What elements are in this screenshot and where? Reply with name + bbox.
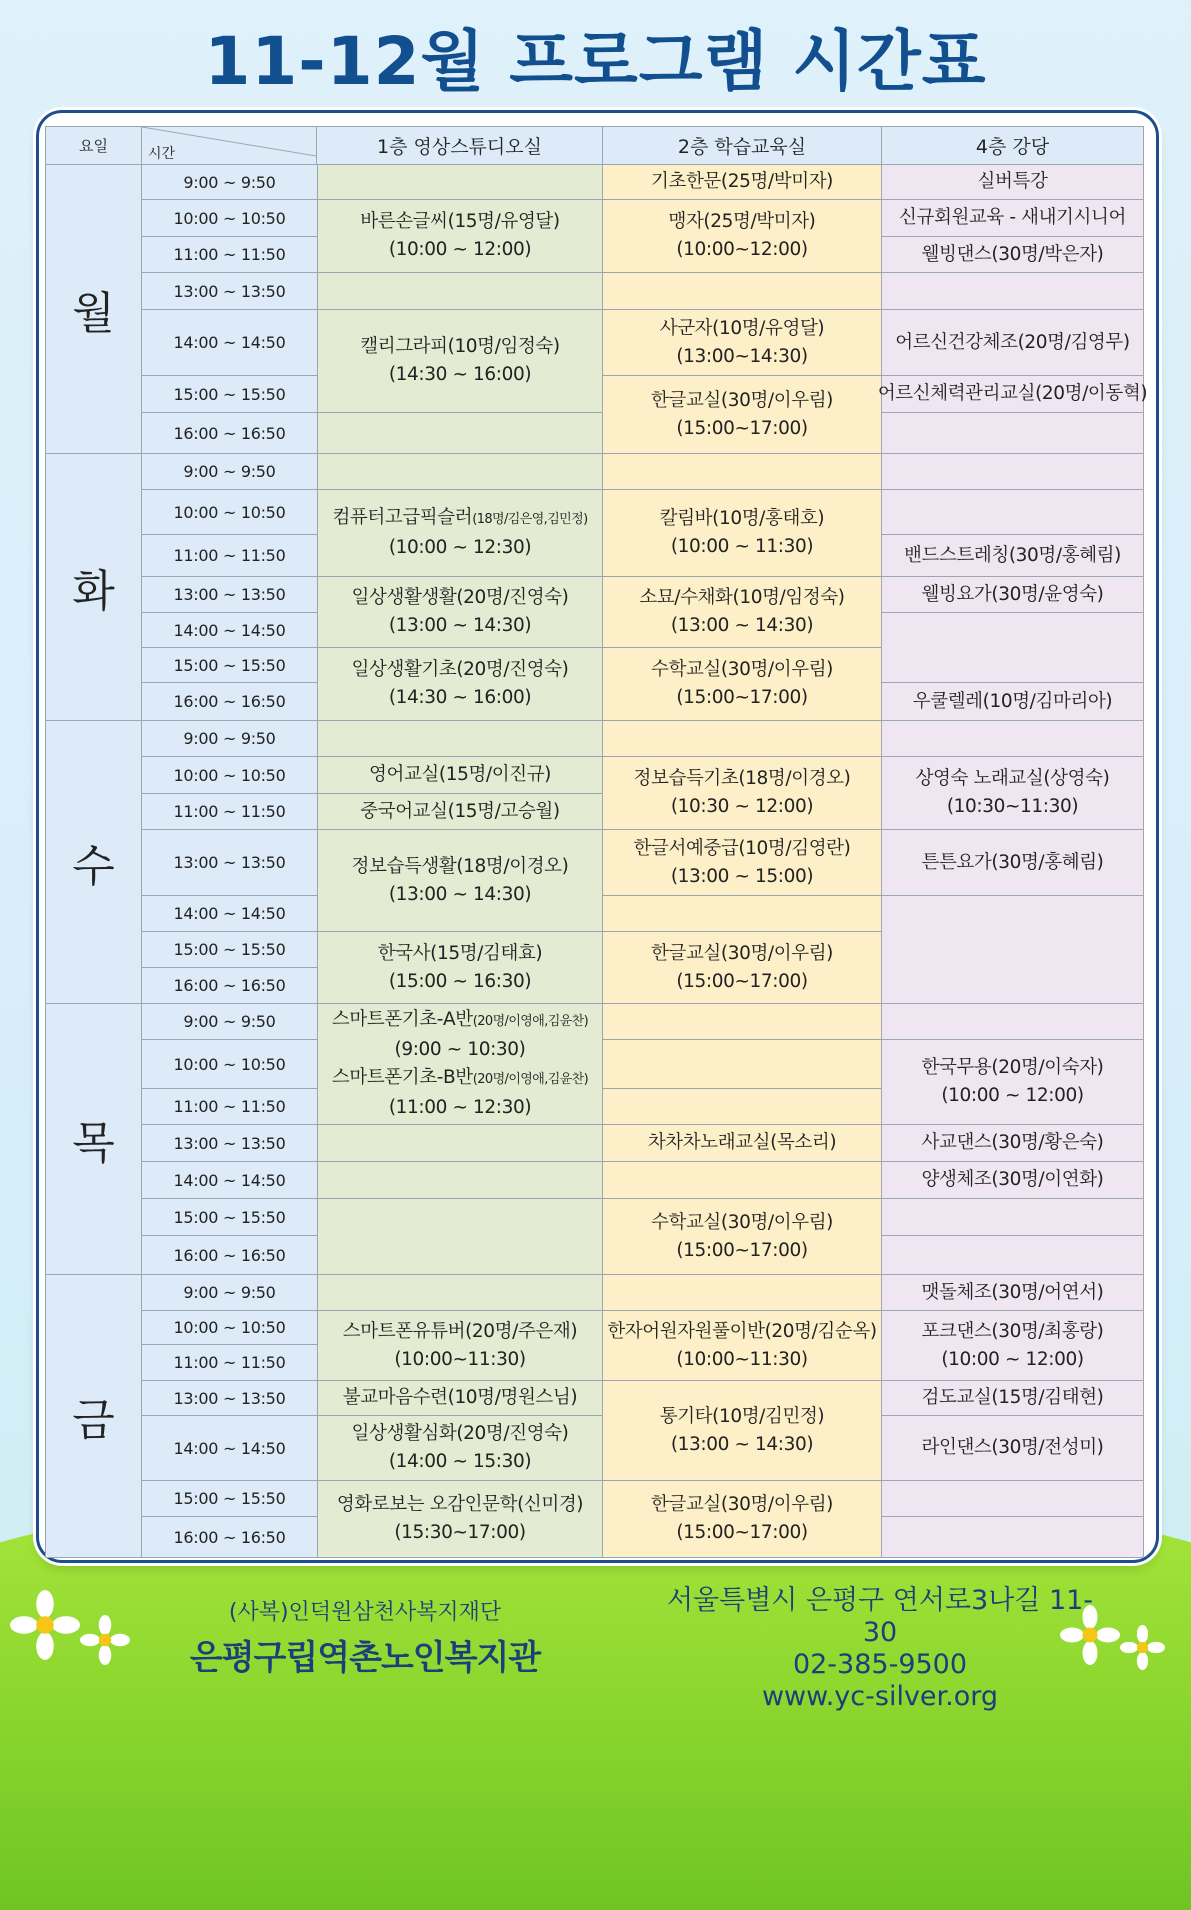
program-cell: 일상생활심화(20명/진영숙) (14:00 ~ 15:30): [317, 1415, 603, 1481]
header-day: 요일: [45, 126, 142, 165]
time-slot: 15:00 ~ 15:50: [141, 375, 318, 413]
empty-cell: [317, 453, 603, 490]
header-time-label: 시간: [148, 146, 176, 162]
program-cell: 스마트폰유튜버(20명/주은재) (10:00~11:30): [317, 1310, 603, 1381]
header-room-2f: 2층 학습교육실: [602, 126, 882, 165]
time-slot: 9:00 ~ 9:50: [141, 1003, 318, 1040]
program-cell: 일상생활기초(20명/진영숙) (14:30 ~ 16:00): [317, 647, 603, 721]
phone-number: 02-385-9500: [792, 1649, 968, 1680]
daisy-icon: [80, 1615, 130, 1665]
program-cell: 중국어교실(15명/고승월): [317, 793, 603, 830]
daisy-icon: [1120, 1625, 1165, 1670]
program-cell: 영어교실(15명/이진규): [317, 756, 603, 794]
empty-cell: [317, 1124, 603, 1162]
empty-cell: [881, 453, 1144, 490]
time-slot: 14:00 ~ 14:50: [141, 1415, 318, 1481]
time-slot: 9:00 ~ 9:50: [141, 1274, 318, 1311]
program-cell: 한국무용(20명/이숙자) (10:00 ~ 12:00): [881, 1039, 1144, 1125]
day-label-thu: 목: [45, 1003, 142, 1275]
empty-cell: [881, 1516, 1144, 1558]
time-slot: 11:00 ~ 11:50: [141, 236, 318, 273]
foundation-name: (사복)인덕원삼천사복지재단: [228, 1600, 502, 1625]
program-cell: 한자어원자원풀이반(20명/김순옥) (10:00~11:30): [602, 1310, 882, 1381]
time-slot: 14:00 ~ 14:50: [141, 612, 318, 648]
program-cell: 포크댄스(30명/최홍랑) (10:00 ~ 12:00): [881, 1310, 1144, 1381]
program-cell: 정보습득생활(18명/이경오) (13:00 ~ 14:30): [317, 829, 603, 932]
day-label-wed: 수: [45, 720, 142, 1004]
time-slot: 9:00 ~ 9:50: [141, 720, 318, 757]
time-slot: 15:00 ~ 15:50: [141, 1198, 318, 1236]
contact-block: [650, 1585, 1110, 1713]
program-cell: 정보습득기초(18명/이경오) (10:30 ~ 12:00): [602, 756, 882, 830]
empty-cell: [317, 1161, 603, 1199]
program-cell: 한국사(15명/김태효) (15:00 ~ 16:30): [317, 931, 603, 1004]
program-cell: 통기타(10명/김민정) (13:00 ~ 14:30): [602, 1380, 882, 1481]
program-cell: 기초한문(25명/박미자): [602, 164, 882, 200]
time-slot: 16:00 ~ 16:50: [141, 412, 318, 454]
empty-cell: [881, 720, 1144, 757]
time-slot: 10:00 ~ 10:50: [141, 199, 318, 237]
time-slot: 11:00 ~ 11:50: [141, 793, 318, 830]
program-cell: 밴드스트레칭(30명/홍혜림): [881, 534, 1144, 577]
program-cell: 검도교실(15명/김태현): [881, 1380, 1144, 1416]
program-cell: 사군자(10명/유영달) (13:00~14:30): [602, 309, 882, 376]
empty-cell: [602, 1161, 882, 1199]
time-slot: 15:00 ~ 15:50: [141, 931, 318, 968]
empty-cell: [602, 453, 882, 490]
header-room-4f: 4층 강당: [881, 126, 1144, 165]
program-cell: 한글교실(30명/이우림) (15:00~17:00): [602, 931, 882, 1004]
time-slot: 10:00 ~ 10:50: [141, 1310, 318, 1345]
program-cell: 차차차노래교실(목소리): [602, 1124, 882, 1162]
empty-cell: [881, 1198, 1144, 1236]
time-slot: 14:00 ~ 14:50: [141, 895, 318, 932]
program-cell: 맷돌체조(30명/어연서): [881, 1274, 1144, 1311]
day-label-mon: 월: [45, 164, 142, 454]
time-slot: 11:00 ~ 11:50: [141, 1088, 318, 1125]
empty-cell: [602, 272, 882, 310]
time-slot: 14:00 ~ 14:50: [141, 1161, 318, 1199]
empty-cell: [881, 895, 1144, 1004]
organization-block: [150, 1595, 580, 1679]
day-label-tue: 화: [45, 453, 142, 721]
empty-cell: [317, 1274, 603, 1311]
program-cell: 영화로보는 오감인문학(신미경) (15:30~17:00): [317, 1480, 603, 1558]
program-cell: 상영숙 노래교실(상영숙) (10:30~11:30): [881, 756, 1144, 830]
empty-cell: [602, 895, 882, 932]
program-cell: 수학교실(30명/이우림) (15:00~17:00): [602, 1198, 882, 1275]
time-slot: 13:00 ~ 13:50: [141, 1380, 318, 1416]
time-slot: 10:00 ~ 10:50: [141, 1039, 318, 1089]
empty-cell: [881, 489, 1144, 535]
time-slot: 14:00 ~ 14:50: [141, 309, 318, 376]
time-slot: 11:00 ~ 11:50: [141, 1344, 318, 1381]
program-cell: 수학교실(30명/이우림) (15:00~17:00): [602, 647, 882, 721]
empty-cell: [317, 720, 603, 757]
time-slot: 9:00 ~ 9:50: [141, 453, 318, 490]
program-cell: 실버특강: [881, 164, 1144, 200]
program-cell: 소묘/수채화(10명/임정숙) (13:00 ~ 14:30): [602, 576, 882, 648]
program-cell: 사교댄스(30명/황은숙): [881, 1124, 1144, 1162]
program-cell: 한글서예중급(10명/김영란) (13:00 ~ 15:00): [602, 829, 882, 896]
daisy-icon: [10, 1590, 80, 1660]
program-cell: 양생체조(30명/이연화): [881, 1161, 1144, 1199]
empty-cell: [317, 412, 603, 454]
program-cell: 맹자(25명/박미자) (10:00~12:00): [602, 199, 882, 273]
empty-cell: [881, 612, 1144, 683]
address: 서울특별시 은평구 연서로3나길 11-30: [666, 1585, 1094, 1648]
time-slot: 15:00 ~ 15:50: [141, 1480, 318, 1517]
program-cell: 일상생활생활(20명/진영숙) (13:00 ~ 14:30): [317, 576, 603, 648]
time-slot: 10:00 ~ 10:50: [141, 489, 318, 535]
time-slot: 13:00 ~ 13:50: [141, 1124, 318, 1162]
empty-cell: [881, 272, 1144, 310]
empty-cell: [881, 1235, 1144, 1275]
empty-cell: [602, 1039, 882, 1089]
program-cell: 바른손글씨(15명/유영달) (10:00 ~ 12:00): [317, 199, 603, 273]
empty-cell: [602, 1274, 882, 1311]
program-cell: 어르신건강체조(20명/김영무): [881, 309, 1144, 376]
time-slot: 9:00 ~ 9:50: [141, 164, 318, 200]
timetable-grid: [45, 126, 1148, 1558]
day-label-fri: 금: [45, 1274, 142, 1558]
program-cell: 불교마음수련(10명/명원스님): [317, 1380, 603, 1416]
time-slot: 13:00 ~ 13:50: [141, 272, 318, 310]
empty-cell: [317, 272, 603, 310]
empty-cell: [317, 164, 603, 200]
time-slot: 16:00 ~ 16:50: [141, 1516, 318, 1558]
time-slot: 13:00 ~ 13:50: [141, 829, 318, 896]
program-cell: 한글교실(30명/이우림) (15:00~17:00): [602, 375, 882, 454]
time-slot: 11:00 ~ 11:50: [141, 534, 318, 577]
program-cell: 캘리그라피(10명/임정숙) (14:30 ~ 16:00): [317, 309, 603, 413]
time-slot: 16:00 ~ 16:50: [141, 1235, 318, 1275]
program-cell: 라인댄스(30명/전성미): [881, 1415, 1144, 1481]
program-cell: 웰빙댄스(30명/박은자): [881, 236, 1144, 273]
empty-cell: [602, 1003, 882, 1040]
program-cell: 컴퓨터고급픽슬러(18명/김은영,김민정) (10:00 ~ 12:30): [317, 489, 603, 577]
program-cell: 우쿨렐레(10명/김마리아): [881, 682, 1144, 721]
program-cell: 스마트폰기초-A반(20명/이영애,김윤찬) (9:00 ~ 10:30) 스마트폰기초-B반(20명/이영애,김윤찬) (11:00 ~ 12:30): [317, 1003, 603, 1125]
empty-cell: [881, 412, 1144, 454]
empty-cell: [317, 1198, 603, 1275]
program-cell: 신규회원교육 - 새내기시니어: [881, 199, 1144, 237]
program-cell: 한글교실(30명/이우림) (15:00~17:00): [602, 1480, 882, 1558]
header-room-1f: 1층 영상스튜디오실: [316, 126, 603, 165]
center-name: 은평구립역촌노인복지관: [189, 1638, 541, 1678]
program-cell: 어르신체력관리교실(20명/이동혁): [881, 375, 1144, 413]
page-title: 11-12월 프로그램 시간표: [204, 23, 987, 100]
empty-cell: [602, 720, 882, 757]
time-slot: 16:00 ~ 16:50: [141, 682, 318, 721]
time-slot: 15:00 ~ 15:50: [141, 647, 318, 683]
empty-cell: [602, 1088, 882, 1125]
time-slot: 10:00 ~ 10:50: [141, 756, 318, 794]
program-cell: 튼튼요가(30명/홍혜림): [881, 829, 1144, 896]
time-slot: 16:00 ~ 16:50: [141, 967, 318, 1004]
empty-cell: [881, 1003, 1144, 1040]
time-slot: 13:00 ~ 13:50: [141, 576, 318, 613]
program-cell: 웰빙요가(30명/윤영숙): [881, 576, 1144, 613]
empty-cell: [881, 1480, 1144, 1517]
website-link[interactable]: www.yc-silver.org: [761, 1681, 999, 1712]
program-cell: 칼림바(10명/홍태호) (10:00 ~ 11:30): [602, 489, 882, 577]
